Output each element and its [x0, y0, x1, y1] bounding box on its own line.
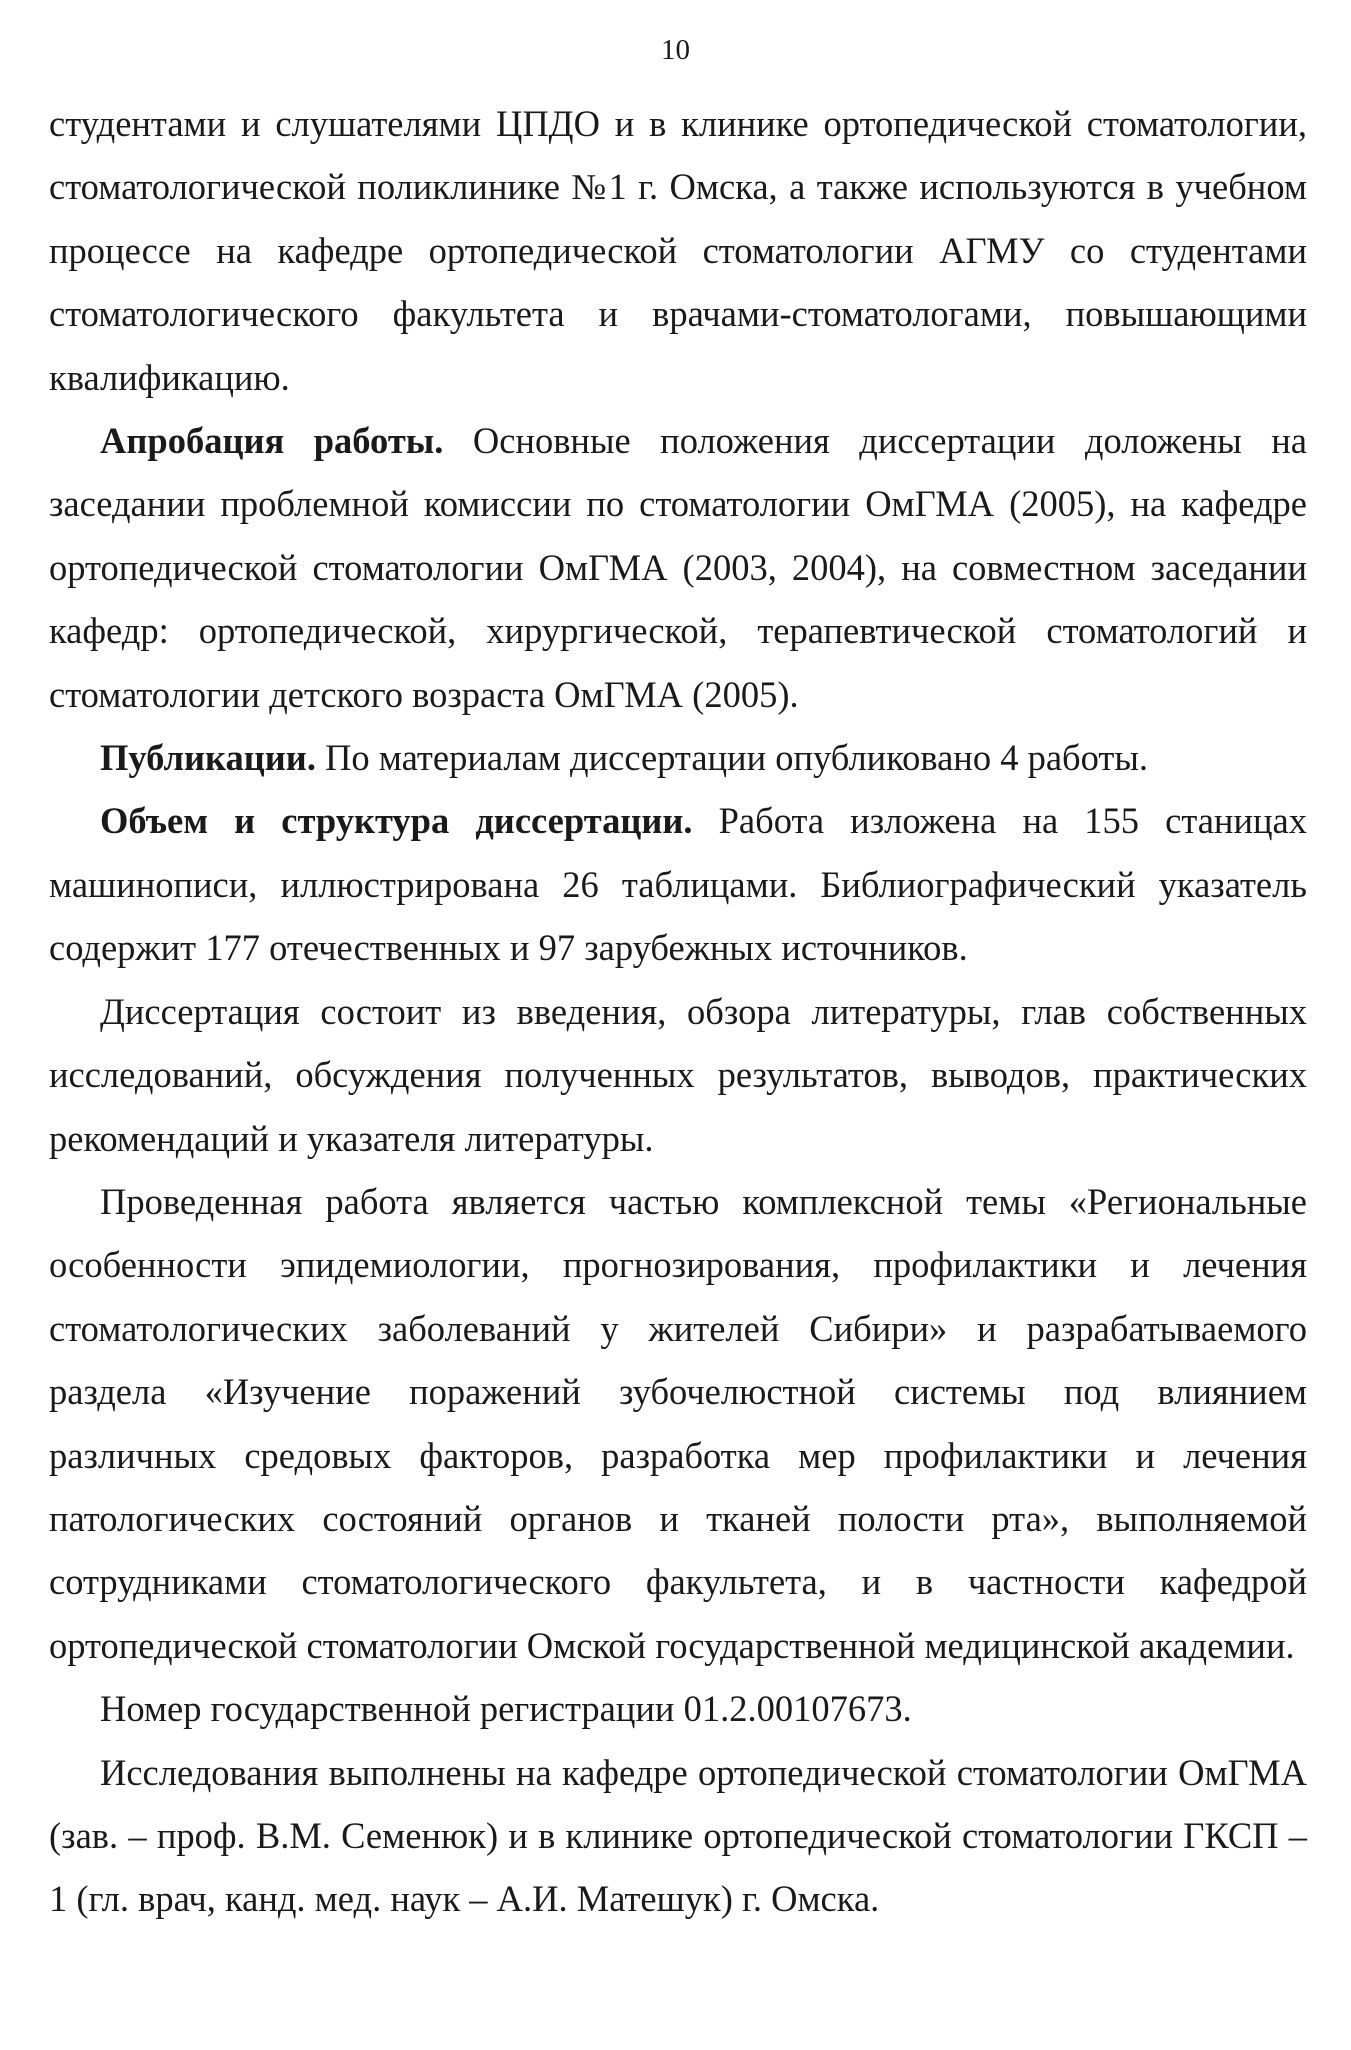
section-heading-structure: Объем и структура диссертации.	[100, 800, 693, 842]
document-body	[49, 92, 1307, 1931]
paragraph-text: По материалам диссертации опубликовано 4 работы.	[315, 737, 1148, 779]
paragraph-registration-number	[49, 1677, 1307, 1740]
section-heading-publications: Публикации.	[100, 737, 316, 779]
paragraph-text: Исследования выполнены на кафедре ортопедической стоматологии ОмГМА (зав. – проф. В.М. Семенюк) и в клинике ортопедической стоматологии ГКСП – 1 (гл. врач, канд. мед. наук – А.И. Матешук) г. Омска.	[49, 1751, 1307, 1920]
paragraph-text: Работа изложена на 155 станицах машинописи, иллюстрирована 26 таблицами. Библиографический указатель содержит 177 отечественных и 97 зарубежных источников.	[49, 800, 1307, 969]
paragraph-text: Диссертация состоит из введения, обзора литературы, глав собственных исследований, обсуждения полученных результатов, выводов, практических рекомендаций и указателя литературы.	[49, 990, 1307, 1159]
paragraph-text: Основные положения диссертации доложены на заседании проблемной комиссии по стоматологии ОмГМА (2005), на кафедре ортопедической стоматологии ОмГМА (2003, 2004), на совместном заседании кафедр: ортопедической, хирургической, терапевтической стоматологий и стоматологии детского возраста ОмГМА (2005).	[49, 420, 1307, 715]
section-heading-approbation: Апробация работы.	[100, 420, 444, 462]
paragraph-research-location	[49, 1741, 1307, 1931]
paragraph-research-theme	[49, 1170, 1307, 1677]
paragraph-implementation	[49, 92, 1307, 409]
paragraph-publications	[49, 726, 1307, 789]
paragraph-text: Номер государственной регистрации 01.2.00107673.	[100, 1688, 912, 1730]
paragraph-structure	[49, 789, 1307, 979]
page-number: 10	[661, 34, 690, 66]
paragraph-composition	[49, 980, 1307, 1170]
paragraph-approbation	[49, 409, 1307, 726]
paragraph-text: Проведенная работа является частью комплексной темы «Региональные особенности эпидемиологии, прогнозирования, профилактики и лечения стоматологических заболеваний у жителей Сибири» и разрабатываемого раздела «Изучение поражений зубочелюстной системы под влиянием различных средовых факторов, разработка мер профилактики и лечения патологических состояний органов и тканей полости рта», выполняемой сотрудниками стоматологического факультета, и в частности кафедрой ортопедической стоматологии Омской государственной медицинской академии.	[49, 1180, 1307, 1666]
paragraph-text: студентами и слушателями ЦПДО и в клинике ортопедической стоматологии, стоматологической поликлинике №1 г. Омска, а также используются в учебном процессе на кафедре ортопедической стоматологии АГМУ со студентами стоматологического факультета и врачами-стоматологами, повышающими квалификацию.	[49, 103, 1307, 398]
